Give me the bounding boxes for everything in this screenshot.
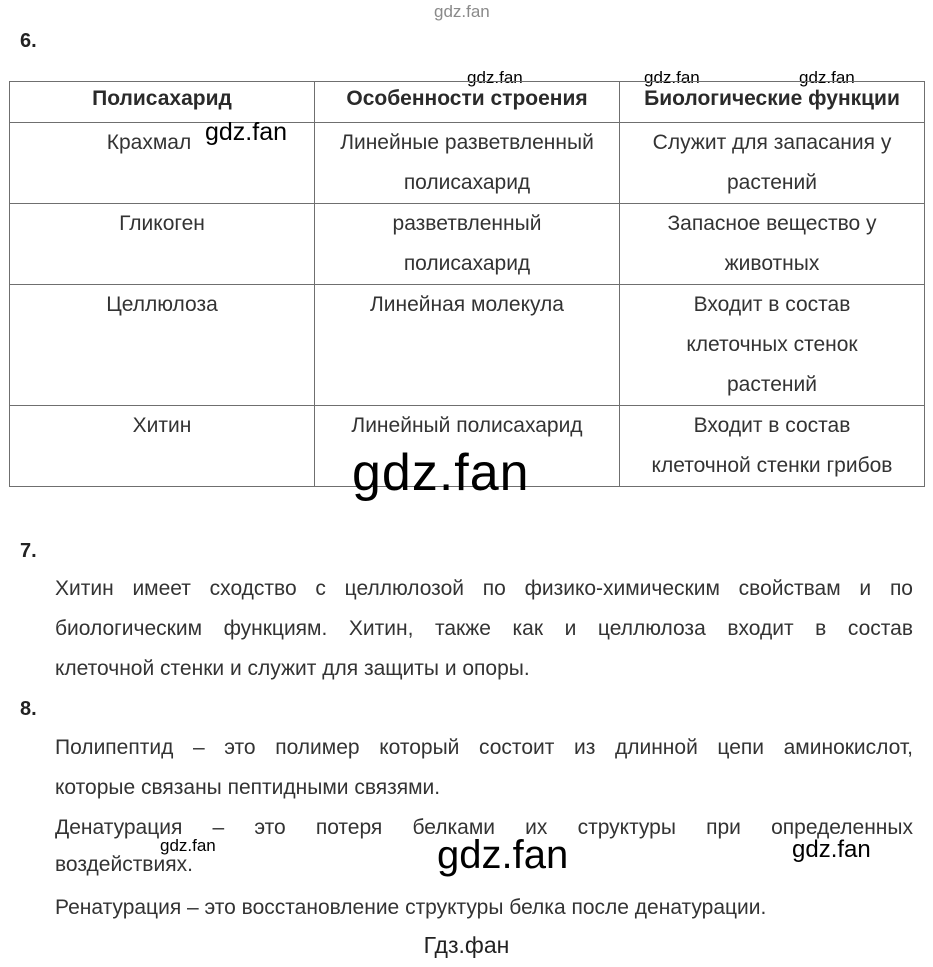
table-header-cell: Особенности строения [315,82,620,123]
text-line: которые связаны пептидными связями. [55,776,441,799]
table-header-cell: Биологические функции [620,82,925,123]
watermark-center-big: gdz.fan [352,444,530,502]
table-cell-name: Гликоген [10,204,315,285]
question-6-number: 6. [20,30,37,52]
table-cell-structure: Линейный полисахарид [315,406,620,487]
table-cell-function: Служит для запасания у растений [620,123,925,204]
watermark-top: gdz.fan [434,2,490,21]
question-8-answer [55,728,913,928]
polysaccharide-table [9,81,925,487]
table-cell-structure: Линейная молекула [315,285,620,406]
watermark-header-2: gdz.fan [644,68,700,87]
text-line: Ренатурация – это восстановление структуры белка после денатурации. [55,896,767,919]
table-cell-function: Входит в состав клеточной стенки грибов [620,406,925,487]
watermark-header-1: gdz.fan [467,68,523,87]
table-cell-structure: Линейные разветвленный полисахарид [315,123,620,204]
text-line: клеточной стенки и служит для защиты и опоры. [55,657,530,680]
text-line: воздействиях. [55,853,193,876]
watermark-table-row1: gdz.fan [205,118,288,146]
watermark-bottom-right: gdz.fan [792,836,871,863]
footer-site-name: Гдз.фан [423,932,510,958]
table-header-cell: Полисахарид [10,82,315,123]
table-cell-name: Хитин [10,406,315,487]
question-8-number: 8. [20,698,37,720]
table-row [10,204,925,285]
text-line: Хитин имеет сходство с целлюлозой по физико-химическим свойствам и по [55,577,913,600]
text-line: биологическим функциям. Хитин, также как и целлюлоза входит в состав [55,617,913,640]
table-row [10,285,925,406]
watermark-bottom-center: gdz.fan [437,833,569,877]
table-cell-name: Крахмал [10,123,315,204]
table-header-row [10,82,925,123]
question-7-number: 7. [20,540,37,562]
text-line: Денатурация – это потеря белками их структуры при определенных [55,816,913,839]
table-cell-name: Целлюлоза [10,285,315,406]
watermark-bottom-left: gdz.fan [160,836,216,855]
table-cell-structure: разветвленный полисахарид [315,204,620,285]
table-cell-function: Входит в состав клеточных стенок растений [620,285,925,406]
table-row [10,123,925,204]
text-line: Полипептид – это полимер который состоит из длинной цепи аминокислот, [55,736,913,759]
watermark-header-3: gdz.fan [799,68,855,87]
question-7-answer [55,569,913,689]
table-cell-function: Запасное вещество у животных [620,204,925,285]
